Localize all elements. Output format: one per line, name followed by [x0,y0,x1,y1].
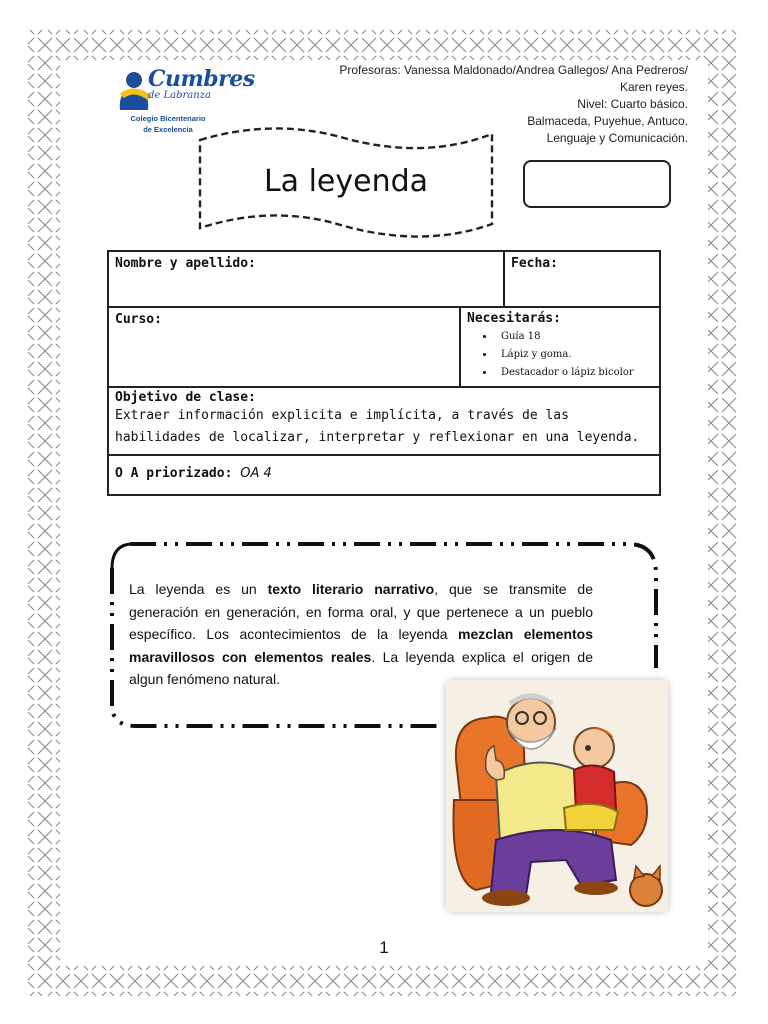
definition-bold-text: mezclan elementos maravillosos con elementos reales [129,626,594,665]
logo-school-line2: de Excelencia [143,125,193,134]
title-banner [194,120,498,246]
level-line: Nivel: Cuarto básico. [577,97,688,111]
logo-brand-name: Cumbres [148,66,255,92]
objective-cell [109,388,659,454]
objective-text: Extraer información explicita e implícita, a través de las habilidades de localizar, interpretar y reflexionar en una leyenda. [115,408,640,445]
date-label: Fecha: [511,256,558,271]
teachers-line: Karen reyes. [619,80,688,94]
oa-cell [109,456,659,494]
course-field[interactable] [109,308,461,386]
name-label: Nombre y apellido: [115,256,256,271]
page-title: La leyenda [263,164,429,199]
logo-brand-subtitle: de Labranza [148,90,211,101]
oa-value: OA 4 [240,466,272,481]
objective-label: Objetivo de clase: [115,390,256,405]
storyteller-illustration [446,680,668,912]
page-number: 1 [379,938,389,957]
teachers-line: Profesoras: Vanessa Maldonado/Andrea Gallegos/ Ana Pedreros/ [339,63,688,77]
name-field[interactable] [109,252,505,306]
materials-label: Necesitarás: [467,311,561,326]
oa-label: O A priorizado: [115,466,233,481]
definition-paragraph [129,578,593,691]
student-info-table [107,250,661,496]
score-box [523,160,671,208]
definition-text: , que se transmite de generación en generación, en forma oral, y que pertenece a un pueblo específico. Los acontecimientos de la leyenda [129,581,593,642]
list-item: • Lápiz y goma. [495,346,653,364]
date-field[interactable] [505,252,659,306]
definition-text: La leyenda es un [129,581,268,597]
materials-cell [461,308,659,386]
course-label: Curso: [115,312,162,327]
materials-list [467,328,653,382]
logo-school-line1: Colegio Bicentenario [130,114,206,123]
subject-line: Lenguaje y Comunicación. [546,131,688,145]
definition-text: . La leyenda explica el origen de algun fenómeno natural. [129,648,593,687]
schools-line: Balmaceda, Puyehue, Antuco. [527,114,688,128]
definition-bold-text: texto literario narrativo [267,581,435,597]
list-item: • Guía 18 [495,328,653,346]
list-item: • Destacador o lápiz bicolor [495,364,653,382]
